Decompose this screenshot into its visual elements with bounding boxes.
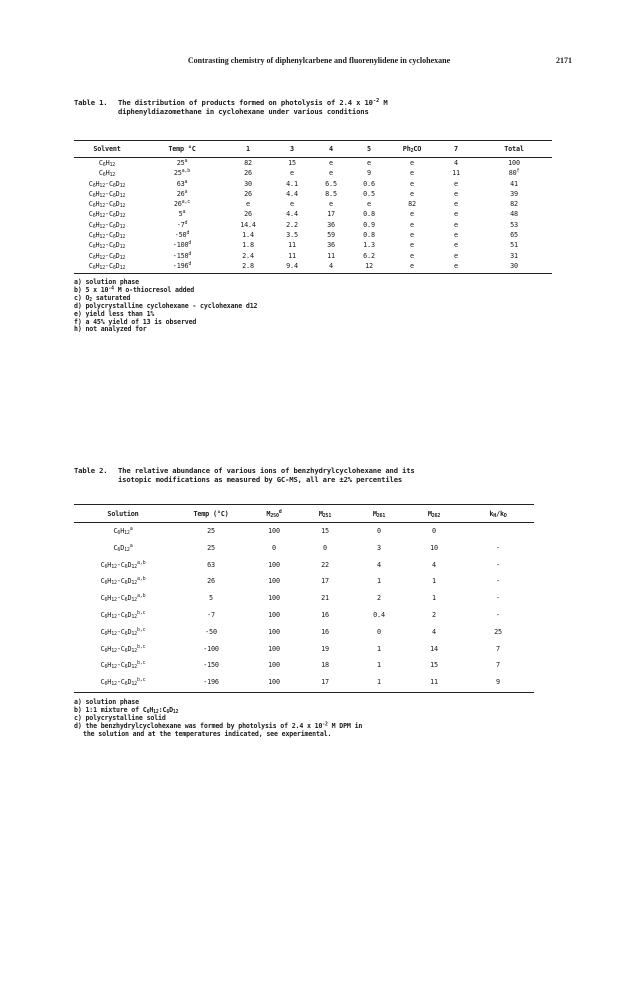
yield-3-cell: 4.1 bbox=[286, 179, 298, 188]
solution-cell: $C_6H_{12}^a$ bbox=[113, 526, 133, 536]
yield-7-cell: e bbox=[454, 189, 458, 198]
table-row bbox=[74, 624, 534, 641]
table-row bbox=[74, 240, 552, 250]
m262-cell: 11 bbox=[430, 678, 438, 687]
yield-7-cell: e bbox=[454, 231, 458, 240]
temp-cell: 63 bbox=[207, 560, 215, 569]
yield-ph2co-cell: e bbox=[410, 179, 414, 188]
m261-cell: 0.4 bbox=[373, 610, 385, 619]
col-ph2co: $Ph_2CO$ bbox=[402, 145, 422, 154]
yield-ph2co-cell: e bbox=[410, 210, 414, 219]
table-row bbox=[74, 674, 534, 691]
total-cell: 31 bbox=[510, 251, 518, 260]
solution-cell: $C_6H_{12}-C_6D_{12}^{a,b}$ bbox=[100, 576, 146, 587]
yield-5-cell: 6.2 bbox=[363, 251, 375, 260]
solution-footnote-marker: a,b bbox=[136, 559, 146, 566]
temp-cell: 25$^{a,b}$ bbox=[173, 168, 191, 178]
yield-3-cell: 3.5 bbox=[286, 231, 298, 240]
kh-kd-cell: 25 bbox=[494, 627, 502, 636]
solution-footnote-marker: b,c bbox=[136, 626, 146, 633]
temp-footnote-marker: a bbox=[182, 209, 186, 216]
temp-footnote-marker: d bbox=[188, 240, 192, 247]
yield-5-cell: e bbox=[367, 159, 371, 167]
total-cell: 82 bbox=[510, 200, 518, 209]
table1-caption-exp: -2 bbox=[372, 98, 380, 104]
table-row bbox=[74, 158, 552, 168]
yield-7-cell: 11 bbox=[452, 169, 460, 178]
table2-footnote: c) polycrystalline solid bbox=[74, 713, 166, 722]
total-cell: 80$^f$ bbox=[508, 168, 520, 178]
solution-cell: $C_6H_{12}-C_6D_{12}^{b,c}$ bbox=[100, 660, 146, 671]
m261-cell: 2 bbox=[377, 594, 381, 603]
table-row bbox=[74, 168, 552, 178]
temp-footnote-marker: a bbox=[184, 158, 188, 164]
solvent-cell: $C_6H_{12}-C_6D_{12}$ bbox=[88, 179, 126, 189]
table2-footnote: a) solution phase bbox=[74, 698, 139, 706]
total-footnote-marker: f bbox=[516, 168, 520, 175]
solution-footnote-marker: a bbox=[129, 526, 133, 532]
m261-cell: 4 bbox=[377, 560, 381, 569]
yield-7-cell: e bbox=[454, 220, 458, 229]
col-m261: $M_{261}$ bbox=[372, 509, 386, 519]
table-row bbox=[74, 261, 552, 271]
yield-1-cell: 2.4 bbox=[242, 251, 254, 260]
table1-caption bbox=[74, 98, 544, 116]
solvent-cell: $C_6H_{12}-C_6D_{12}$ bbox=[88, 241, 126, 251]
yield-5-cell: 0.5 bbox=[363, 189, 375, 198]
col-temp: Temp (°C) bbox=[193, 509, 229, 518]
table1 bbox=[74, 141, 552, 271]
m251-cell: 16 bbox=[321, 610, 329, 619]
col-kh-kd: $k_H/k_D$ bbox=[489, 509, 507, 519]
col-7: 7 bbox=[454, 145, 458, 153]
solvent-cell: $C_6H_{12}-C_6D_{12}$ bbox=[88, 251, 126, 261]
kh-kd-cell: - bbox=[496, 543, 500, 552]
table1-footnotes bbox=[74, 279, 257, 334]
yield-5-cell: 9 bbox=[367, 169, 371, 178]
total-cell: 39 bbox=[510, 189, 518, 198]
table1-footnote: c) $O_2$ saturated bbox=[74, 293, 131, 303]
page-number: 2171 bbox=[556, 56, 572, 65]
table1-footnote: d) polycrystalline cyclohexane - cyclohexane d12 bbox=[74, 301, 258, 310]
m261-cell: 0 bbox=[377, 627, 381, 636]
temp-footnote-marker: a bbox=[184, 178, 188, 185]
temp-footnote-marker: d bbox=[186, 230, 190, 237]
yield-7-cell: e bbox=[454, 210, 458, 219]
temp-footnote-marker: a,b bbox=[181, 168, 191, 175]
solution-footnote-marker: a,b bbox=[136, 593, 146, 600]
m261-cell: 1 bbox=[377, 577, 381, 586]
kh-kd-cell: - bbox=[496, 577, 500, 586]
solvent-cell: $C_6H_{12}$ bbox=[98, 159, 116, 168]
solution-footnote-marker: b,c bbox=[136, 643, 146, 650]
col-m250: $M_{250}^d$ bbox=[266, 508, 282, 519]
solution-cell: $C_6H_{12}-C_6D_{12}^{b,c}$ bbox=[100, 626, 146, 637]
col-4: 4 bbox=[329, 145, 333, 153]
table2 bbox=[74, 505, 534, 691]
temp-footnote-marker: a bbox=[184, 188, 188, 195]
yield-3-cell: 11 bbox=[288, 251, 296, 260]
m250-cell: 100 bbox=[268, 678, 280, 687]
table1-caption-line2: diphenyldiazomethane in cyclohexane under various conditions bbox=[118, 107, 369, 116]
temp-footnote-marker: d bbox=[188, 250, 192, 257]
solvent-cell: $C_6H_{12}-C_6D_{12}$ bbox=[88, 210, 126, 220]
yield-ph2co-cell: e bbox=[410, 261, 414, 270]
yield-4-cell: 17 bbox=[327, 210, 335, 219]
solution-footnote-marker: b,c bbox=[136, 660, 146, 667]
col-temp: Temp °C bbox=[168, 145, 196, 153]
temp-footnote-marker: d bbox=[188, 260, 192, 267]
solvent-cell: $C_6H_{12}-C_6D_{12}$ bbox=[88, 200, 126, 210]
yield-7-cell: e bbox=[454, 261, 458, 270]
m262-cell: 10 bbox=[430, 543, 438, 552]
solvent-cell: $C_6H_{12}-C_6D_{12}$ bbox=[88, 220, 126, 230]
col-total: Total bbox=[504, 145, 524, 153]
temp-cell: -50$^d$ bbox=[174, 230, 190, 240]
solution-cell: $C_6H_{12}-C_6D_{12}^{b,c}$ bbox=[100, 643, 146, 654]
m250-cell: 100 bbox=[268, 610, 280, 619]
yield-5-cell: 0.6 bbox=[363, 179, 375, 188]
m261-cell: 1 bbox=[377, 661, 381, 670]
running-title: Contrasting chemistry of diphenylcarbene and fluorenylidene in cyclohexane bbox=[187, 56, 451, 65]
yield-3-cell: 4.4 bbox=[286, 210, 298, 219]
table1-header-row bbox=[74, 141, 552, 158]
yield-1-cell: 2.8 bbox=[242, 261, 254, 270]
solution-cell: $C_6H_{12}-C_6D_{12}^{b,c}$ bbox=[100, 609, 146, 620]
table-row bbox=[74, 573, 534, 590]
yield-ph2co-cell: e bbox=[410, 169, 414, 178]
temp-cell: 5 bbox=[209, 594, 213, 603]
yield-1-cell: e bbox=[246, 200, 250, 209]
table2-caption bbox=[74, 466, 544, 484]
temp-footnote-marker: d bbox=[184, 219, 188, 226]
table1-bottom-rule bbox=[74, 273, 552, 274]
yield-1-cell: 26 bbox=[244, 169, 252, 178]
temp-cell: -7 bbox=[207, 610, 215, 619]
yield-7-cell: e bbox=[454, 251, 458, 260]
yield-3-cell: e bbox=[290, 169, 294, 178]
kh-kd-cell: 7 bbox=[496, 661, 500, 670]
yield-ph2co-cell: e bbox=[410, 189, 414, 198]
table-row bbox=[74, 607, 534, 624]
yield-4-cell: 36 bbox=[327, 220, 335, 229]
yield-ph2co-cell: 82 bbox=[408, 200, 416, 209]
m262-cell: 4 bbox=[432, 560, 436, 569]
table2-bottom-rule bbox=[74, 692, 534, 693]
m251-cell: 22 bbox=[321, 560, 329, 569]
m251-cell: 17 bbox=[321, 577, 329, 586]
yield-4-cell: 59 bbox=[327, 231, 335, 240]
yield-5-cell: 0.8 bbox=[363, 210, 375, 219]
table-row bbox=[74, 189, 552, 199]
temp-footnote-marker: a,c bbox=[181, 199, 191, 206]
m261-cell: 1 bbox=[377, 644, 381, 653]
m250-cell: 100 bbox=[268, 560, 280, 569]
table1-caption-line1b: M bbox=[379, 98, 388, 107]
table2-footnote: the solution and at the temperatures indicated, see experimental. bbox=[83, 729, 332, 738]
m262-cell: 1 bbox=[432, 594, 436, 603]
yield-1-cell: 26 bbox=[244, 189, 252, 198]
col-m262: $M_{262}$ bbox=[427, 509, 441, 519]
total-cell: 30 bbox=[510, 261, 518, 270]
solution-cell: $C_6H_{12}-C_6D_{12}^{b,c}$ bbox=[100, 677, 146, 688]
m251-cell: 0 bbox=[323, 543, 327, 552]
m262-cell: 15 bbox=[430, 661, 438, 670]
table2-footnote: d) the benzhydrylcyclohexane was formed by photolysis of 2.4 x $10^{-2}$ M DPM in bbox=[74, 721, 363, 730]
table-row bbox=[74, 199, 552, 209]
total-cell: 48 bbox=[510, 210, 518, 219]
temp-cell: -150 bbox=[203, 661, 219, 670]
yield-1-cell: 82 bbox=[244, 159, 252, 167]
yield-3-cell: e bbox=[290, 200, 294, 209]
kh-kd-cell: - bbox=[496, 610, 500, 619]
m261-cell: 3 bbox=[377, 543, 381, 552]
yield-7-cell: e bbox=[454, 179, 458, 188]
temp-cell: -100$^d$ bbox=[172, 240, 192, 250]
m261-cell: 0 bbox=[377, 527, 381, 535]
total-cell: 41 bbox=[510, 179, 518, 188]
temp-cell: -196$^d$ bbox=[172, 260, 192, 270]
m262-cell: 0 bbox=[432, 527, 436, 535]
table-row bbox=[74, 251, 552, 261]
m262-cell: 1 bbox=[432, 577, 436, 586]
yield-5-cell: 0.8 bbox=[363, 231, 375, 240]
col-solvent: Solvent bbox=[93, 145, 121, 153]
kh-kd-cell: 9 bbox=[496, 678, 500, 687]
kh-kd-cell: 7 bbox=[496, 644, 500, 653]
temp-cell: 26$^a$ bbox=[176, 188, 188, 198]
table2-header-row bbox=[74, 505, 534, 523]
table-row bbox=[74, 523, 534, 540]
yield-7-cell: e bbox=[454, 200, 458, 209]
temp-cell: 63$^a$ bbox=[176, 178, 188, 188]
table1-footnote: e) yield less than 1% bbox=[74, 309, 155, 318]
col-m251: $M_{251}$ bbox=[318, 509, 332, 519]
solution-cell: $C_6H_{12}-C_6D_{12}^{a,b}$ bbox=[100, 593, 146, 604]
m251-cell: 19 bbox=[321, 644, 329, 653]
yield-4-cell: 36 bbox=[327, 241, 335, 250]
col-solution: Solution bbox=[107, 509, 139, 518]
yield-5-cell: 0.9 bbox=[363, 220, 375, 229]
m251-cell: 15 bbox=[321, 527, 329, 535]
yield-1-cell: 30 bbox=[244, 179, 252, 188]
solution-footnote-marker: b,c bbox=[136, 677, 146, 684]
m261-cell: 1 bbox=[377, 678, 381, 687]
table-row bbox=[74, 641, 534, 658]
table2-caption-line1: The relative abundance of various ions of benzhydrylcyclohexane and its bbox=[118, 466, 415, 475]
total-cell: 100 bbox=[508, 159, 520, 167]
yield-4-cell: e bbox=[329, 159, 333, 167]
yield-1-cell: 1.8 bbox=[242, 241, 254, 250]
m250-cell: 100 bbox=[268, 527, 280, 535]
kh-kd-cell: - bbox=[496, 594, 500, 603]
table2-caption-line2: isotopic modifications as measured by GC-MS, all are ±2% percentiles bbox=[118, 475, 403, 484]
yield-3-cell: 11 bbox=[288, 241, 296, 250]
yield-ph2co-cell: e bbox=[410, 159, 414, 167]
temp-cell: 25 bbox=[207, 543, 215, 552]
yield-1-cell: 26 bbox=[244, 210, 252, 219]
yield-3-cell: 4.4 bbox=[286, 189, 298, 198]
m251-cell: 18 bbox=[321, 661, 329, 670]
m250-cell: 100 bbox=[268, 577, 280, 586]
yield-ph2co-cell: e bbox=[410, 241, 414, 250]
solution-cell: $C_6D_{12}^a$ bbox=[113, 542, 133, 553]
temp-cell: -50 bbox=[205, 627, 217, 636]
total-cell: 65 bbox=[510, 231, 518, 240]
table2-footnote: b) 1:1 mixture of $C_6H_{12}:C_6D_{12}$ bbox=[74, 705, 179, 715]
yield-7-cell: e bbox=[454, 241, 458, 250]
m250-cell: 100 bbox=[268, 594, 280, 603]
table-row bbox=[74, 590, 534, 607]
table1-label: Table 1. bbox=[74, 98, 108, 107]
temp-cell: 26$^{a,c}$ bbox=[173, 199, 191, 209]
col-1: 1 bbox=[246, 145, 250, 153]
table-row bbox=[74, 540, 534, 557]
temp-cell: -150$^d$ bbox=[172, 250, 192, 260]
temp-cell: 25$^a$ bbox=[176, 158, 188, 167]
temp-cell: -196 bbox=[203, 678, 219, 687]
temp-cell: 5$^a$ bbox=[178, 209, 186, 219]
yield-ph2co-cell: e bbox=[410, 231, 414, 240]
solution-cell: $C_6H_{12}-C_6D_{12}^{a,b}$ bbox=[100, 559, 146, 570]
m251-cell: 21 bbox=[321, 594, 329, 603]
yield-4-cell: 4 bbox=[329, 261, 333, 270]
solution-footnote-marker: b,c bbox=[136, 609, 146, 616]
m251-cell: 16 bbox=[321, 627, 329, 636]
m262-cell: 4 bbox=[432, 627, 436, 636]
yield-3-cell: 9.4 bbox=[286, 261, 298, 270]
total-cell: 53 bbox=[510, 220, 518, 229]
m262-cell: 14 bbox=[430, 644, 438, 653]
solvent-cell: $C_6H_{12}$ bbox=[98, 169, 116, 179]
total-cell: 51 bbox=[510, 241, 518, 250]
temp-cell: -100 bbox=[203, 644, 219, 653]
yield-ph2co-cell: e bbox=[410, 251, 414, 260]
yield-4-cell: 8.5 bbox=[325, 189, 337, 198]
table1-caption-line1a: The distribution of products formed on photolysis of 2.4 x 10 bbox=[118, 98, 373, 107]
table2-footnotes bbox=[74, 699, 362, 739]
yield-7-cell: 4 bbox=[454, 159, 458, 167]
m262-cell: 2 bbox=[432, 610, 436, 619]
table1-footnote: a) solution phase bbox=[74, 278, 139, 286]
temp-cell: 26 bbox=[207, 577, 215, 586]
m250-cell: 0 bbox=[272, 543, 276, 552]
table-row bbox=[74, 220, 552, 230]
table1-footnote: h) not analyzed for bbox=[74, 325, 147, 334]
temp-cell: 25 bbox=[207, 527, 215, 535]
table1-footnote: f) a 45% yield of 13 is observed bbox=[74, 317, 197, 326]
table-row bbox=[74, 230, 552, 240]
solution-footnote-marker: a bbox=[129, 542, 133, 549]
table-row bbox=[74, 557, 534, 574]
table-row bbox=[74, 209, 552, 219]
table2-label: Table 2. bbox=[74, 466, 108, 475]
solvent-cell: $C_6H_{12}-C_6D_{12}$ bbox=[88, 261, 126, 271]
m250-cell: 100 bbox=[268, 661, 280, 670]
yield-1-cell: 1.4 bbox=[242, 231, 254, 240]
kh-kd-cell: - bbox=[496, 560, 500, 569]
yield-4-cell: 11 bbox=[327, 251, 335, 260]
m250-cell: 100 bbox=[268, 627, 280, 636]
yield-5-cell: 12 bbox=[365, 261, 373, 270]
kh-kd-cell bbox=[462, 523, 534, 540]
table-row bbox=[74, 179, 552, 189]
yield-5-cell: 1.3 bbox=[363, 241, 375, 250]
yield-3-cell: 15 bbox=[288, 159, 296, 167]
solvent-cell: $C_6H_{12}-C_6D_{12}$ bbox=[88, 231, 126, 241]
col-5: 5 bbox=[367, 145, 371, 153]
yield-4-cell: 6.5 bbox=[325, 179, 337, 188]
m250-cell: 100 bbox=[268, 644, 280, 653]
col-3: 3 bbox=[290, 145, 294, 153]
table-row bbox=[74, 657, 534, 674]
yield-5-cell: e bbox=[367, 200, 371, 209]
yield-ph2co-cell: e bbox=[410, 220, 414, 229]
m251-cell: 17 bbox=[321, 678, 329, 687]
yield-4-cell: e bbox=[329, 200, 333, 209]
table1-footnote: b) 5 x $10^{-4}$ M o-thiocresol added bbox=[74, 285, 195, 294]
yield-4-cell: e bbox=[329, 169, 333, 178]
solution-footnote-marker: a,b bbox=[136, 576, 146, 583]
yield-3-cell: 2.2 bbox=[286, 220, 298, 229]
solvent-cell: $C_6H_{12}-C_6D_{12}$ bbox=[88, 189, 126, 199]
temp-cell: -7$^d$ bbox=[176, 219, 188, 229]
yield-1-cell: 14.4 bbox=[240, 220, 256, 229]
